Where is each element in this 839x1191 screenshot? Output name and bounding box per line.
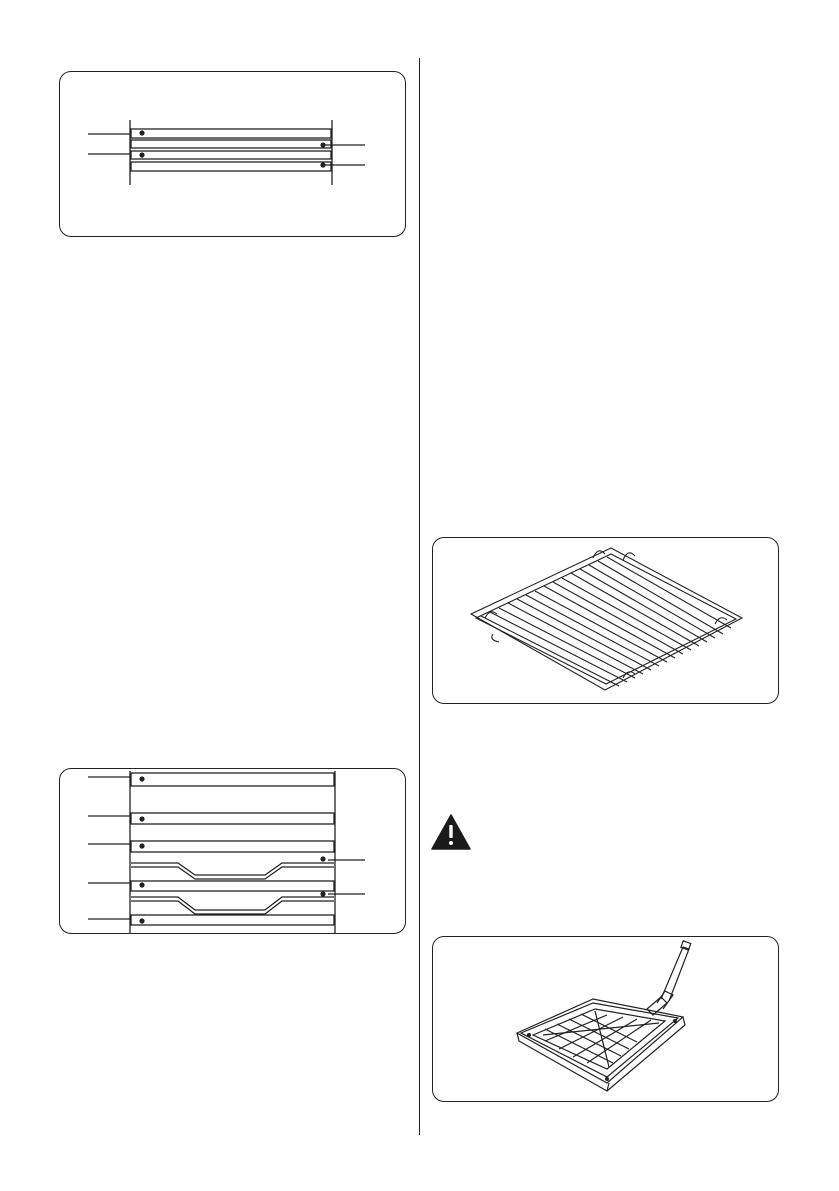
shelf-support-figure-small bbox=[59, 71, 406, 237]
wire-rack-illustration bbox=[433, 538, 780, 705]
grill-pan-with-handle-illustration bbox=[433, 937, 780, 1103]
shelf-support-illustration-4 bbox=[60, 72, 407, 238]
shelf-support-figure-large bbox=[59, 768, 406, 934]
column-divider bbox=[419, 58, 420, 1135]
grill-pan-figure bbox=[432, 936, 779, 1102]
wire-rack-figure bbox=[432, 537, 779, 704]
shelf-support-illustration-5 bbox=[60, 769, 407, 935]
warning-triangle-icon bbox=[431, 814, 471, 850]
